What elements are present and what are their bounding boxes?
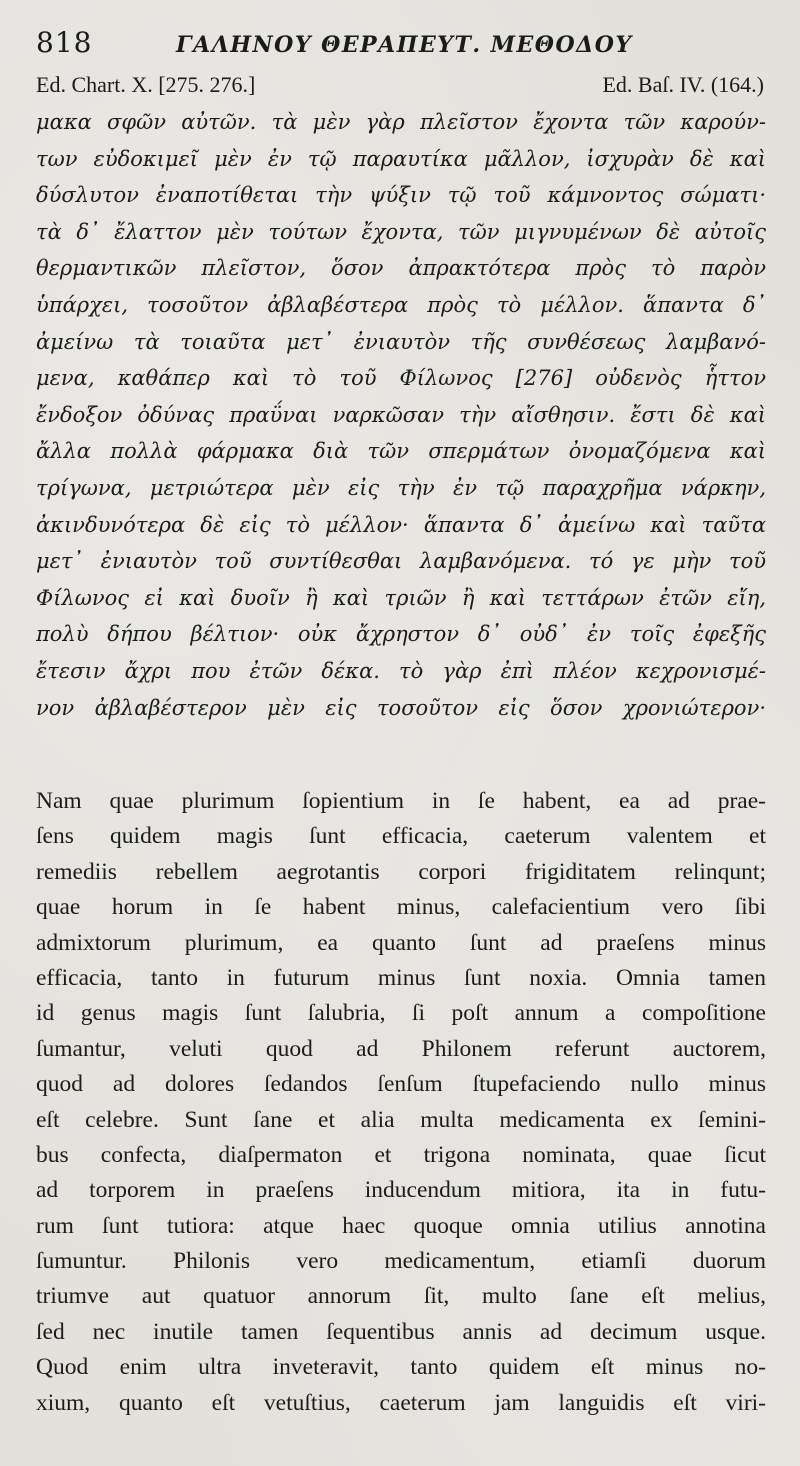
greek-line: πολὺ δήπου βέλτιον· οὐκ ἄχρηστον δ᾽ οὐδ᾽ ἐν τοῖς ἐφεξῆς [36,622,766,647]
greek-line: των εὐδοκιμεῖ μὲν ἐν τῷ παραυτίκα μᾶλλον, ἰσχυρὰν δὲ καὶ [36,146,766,171]
greek-line: θερμαντικῶν πλεῖστον, ὅσον ἀπρακτότερα πρὸς τὸ παρὸν [36,256,766,281]
latin-line: admixtorum plurimum, ea quanto ſunt ad praeſens minus [36,929,766,956]
greek-line: ἀμείνω τὰ τοιαῦτα μετ᾽ ἐνιαυτὸν τῆς συνθέσεως λαμβανό- [36,329,766,354]
greek-line: Φίλωνος εἰ καὶ δυοῖν ἢ καὶ τριῶν ἢ καὶ τεττάρων ἐτῶν εἴη, [36,585,766,610]
latin-line: remediis rebellem aegrotantis corpori frigiditatem relinqunt; [36,858,766,885]
greek-line: νον ἀβλαβέστερον μὲν εἰς τοσοῦτον εἰς ὅσον χρονιώτερον· [36,695,766,720]
greek-line: ἀκινδυνότερα δὲ εἰς τὸ μέλλον· ἅπαντα δ᾽ ἀμείνω καὶ ταῦτα [36,512,766,537]
greek-line: μακα σφῶν αὐτῶν. τὰ μὲν γὰρ πλεῖστον ἔχοντα τῶν καρούν- [36,110,766,134]
greek-line: ἔνδοξον ὀδύνας πραΰναι ναρκῶσαν τὴν αἴσθησιν. ἔστι δὲ καὶ [36,402,766,427]
latin-line: quae horum in ſe habent minus, calefacientium vero ſibi [36,894,766,921]
greek-line: τρίγωνα, μετριώτερα μὲν εἰς τὴν ἐν τῷ παραχρῆμα νάρκην, [36,475,766,500]
greek-line: τὰ δ᾽ ἔλαττον μὲν τούτων ἔχοντα, τῶν μιγνυμένων δὲ αὐτοῖς [36,219,766,244]
latin-line: quod ad dolores ſedandos ſenſum ſtupefaciendo nullo minus [36,1071,766,1098]
latin-line: bus confecta, diaſpermaton et trigona nominata, quae ſicut [36,1141,766,1168]
greek-line: μενα, καθάπερ καὶ τὸ τοῦ Φίλωνος [276] οὐδενὸς ἧττον [36,366,766,391]
latin-line: ſens quidem magis ſunt efficacia, caeterum valentem et [36,823,766,850]
latin-line: id genus magis ſunt ſalubria, ſi poſt annum a compoſitione [36,1000,766,1027]
greek-line: ὑπάρχει, τοσοῦτον ἀβλαβέστερα πρὸς τὸ μέλλον. ἅπαντα δ᾽ [36,292,766,317]
edition-reference-chart: Ed. Chart. X. [275. 276.] [36,72,256,97]
latin-line: efficacia, tanto in futurum minus ſunt noxia. Omnia tamen [36,964,766,991]
edition-reference-line [36,72,764,102]
greek-text-block [36,104,766,726]
edition-reference-basel: Ed. Baſ. IV. (164.) [602,72,764,97]
greek-line: μετ᾽ ἐνιαυτὸν τοῦ συντίθεσθαι λαμβανόμενα. τό γε μὴν τοῦ [36,549,766,574]
running-head [36,26,766,66]
latin-line: triumve aut quatuor annorum ſit, multo ſane eſt melius, [36,1283,766,1310]
latin-line: ſed nec inutile tamen ſequentibus annis ad decimum usque. [36,1318,766,1345]
greek-line: ἄλλα πολλὰ φάρμακα διὰ τῶν σπερμάτων ὀνομαζόμενα καὶ [36,439,766,464]
latin-line: xium, quanto eſt vetuſtius, caeterum jam languidis eſt viri- [36,1389,766,1416]
latin-line: Nam quae plurimum ſopientium in ſe habent, ea ad prae- [36,788,766,814]
latin-line: Quod enim ultra inveteravit, tanto quidem eſt minus no- [36,1354,766,1381]
latin-line: eſt celebre. Sunt ſane et alia multa medicamenta ex ſemini- [36,1106,766,1133]
running-title: ΓΑΛΗΝΟΥ ΘΕΡΑΠΕΥΤ. ΜΕΘΟΔΟΥ [176,32,633,58]
latin-line: rum ſunt tutiora: atque haec quoque omnia utilius annotina [36,1212,766,1239]
latin-text-block [36,784,766,1421]
greek-line: ἔτεσιν ἄχρι που ἐτῶν δέκα. τὸ γὰρ ἐπὶ πλέον κεχρονισμέ- [36,658,766,683]
latin-line: ſumantur, veluti quod ad Philonem referunt auctorem, [36,1035,766,1062]
page-number: 818 [36,26,93,59]
greek-line: δύσλυτον ἐναποτίθεται τὴν ψύξιν τῷ τοῦ κάμνοντος σώματι· [36,183,766,208]
latin-line: ſumuntur. Philonis vero medicamentum, etiamſi duorum [36,1248,766,1275]
latin-line: ad torporem in praeſens inducendum mitiora, ita in futu- [36,1177,766,1204]
